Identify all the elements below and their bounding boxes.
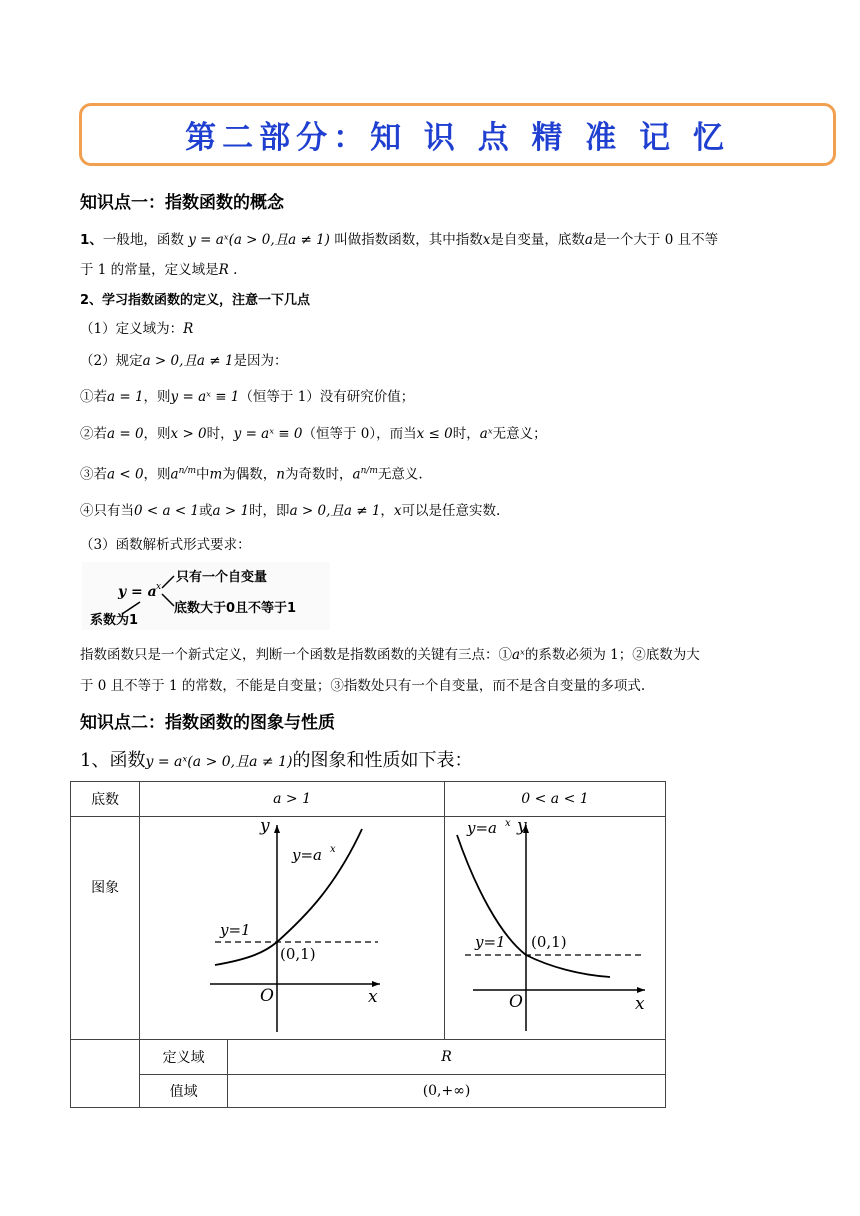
- svg-text:y=a: y=a: [466, 819, 497, 837]
- svg-text:O: O: [508, 992, 523, 1012]
- svg-text:x: x: [330, 844, 336, 855]
- header-a-greater-1: a > 1: [140, 782, 445, 817]
- svg-text:y: y: [516, 817, 527, 836]
- form-note-base: 底数大于0且不等于1: [174, 601, 297, 616]
- svg-text:O: O: [260, 986, 275, 1006]
- case-3: ③若a < 0，则$a^{n/m}$中m为偶数，n为奇数时，$a^{n/m}$无意义.: [80, 466, 423, 483]
- domain-label: 定义域: [140, 1040, 228, 1075]
- section-banner: [79, 103, 836, 166]
- form-note-coefficient: 系数为1: [90, 613, 139, 628]
- svg-text:x: x: [368, 987, 378, 1007]
- properties-label-cell: [71, 1040, 140, 1108]
- table-intro: 1、函数y = aˣ(a > 0,且a ≠ 1)的图象和性质如下表：: [80, 750, 473, 771]
- item-domain: （1）定义域为：R: [80, 321, 194, 337]
- paragraph-definition-line2: 于 1 的常量，定义域是R .: [80, 262, 238, 278]
- form-note-one-variable: 只有一个自变量: [176, 570, 268, 585]
- svg-text:y=1: y=1: [220, 921, 251, 939]
- svg-text:x: x: [504, 818, 511, 829]
- svg-text:(0,1): (0,1): [530, 933, 567, 951]
- graph-a-between-0-1-cell: [444, 817, 665, 1040]
- form-x-sup: x: [156, 582, 162, 592]
- form-y-eq: y = a: [118, 584, 157, 600]
- properties-table: [70, 781, 666, 1108]
- svg-text:(0,1): (0,1): [280, 945, 316, 963]
- summary-line1: 指数函数只是一个新式定义，判断一个函数是指数函数的关键有三点：①aˣ的系数必须为 1；②底数为大: [80, 647, 700, 663]
- row-label-graph: 图象: [71, 817, 140, 1040]
- range-label: 值域: [140, 1075, 228, 1108]
- svg-text:x: x: [634, 994, 645, 1014]
- header-a-between-0-1: 0 < a < 1: [444, 782, 665, 817]
- summary-line2: 于 0 且不等于 1 的常数，不能是自变量；③指数处只有一个自变量，而不是含自变量的多项式.: [80, 678, 646, 694]
- svg-text:y=1: y=1: [474, 933, 506, 951]
- banner-title: 第二部分：知 识 点 精 准 记 忆: [185, 120, 730, 156]
- header-base: 底数: [71, 782, 140, 817]
- case-4: ④只有当0 < a < 1或a > 1时，即a > 0,且a ≠ 1，x可以是任意实数.: [80, 503, 501, 519]
- graph-a-greater-1: [140, 817, 440, 1039]
- domain-value: R: [228, 1040, 666, 1075]
- case-1: ①若a = 1，则y = aˣ ≡ 1（恒等于 1）没有研究价值；: [80, 389, 415, 405]
- range-value: (0,+∞): [228, 1075, 666, 1108]
- paragraph-definition-line1: 1、一般地，函数 y = aˣ(a > 0,且a ≠ 1) 叫做指数函数，其中指数x是自变量，底数a是一个大于 0 且不等: [80, 232, 719, 248]
- heading-knowledge-point-2: 知识点二：指数函数的图象与性质: [80, 713, 335, 733]
- graph-a-greater-1-cell: [140, 817, 445, 1040]
- item-rule: （2）规定a > 0,且a ≠ 1是因为：: [80, 353, 288, 369]
- item-form-requirement: （3）函数解析式形式要求：: [80, 537, 251, 553]
- form-requirement-figure: [82, 562, 330, 630]
- svg-text:y: y: [260, 817, 270, 836]
- subheading-notes: 2、学习指数函数的定义，注意一下几点: [80, 293, 311, 308]
- heading-knowledge-point-1: 知识点一：指数函数的概念: [80, 193, 284, 213]
- graph-a-between-0-1: [445, 817, 665, 1039]
- svg-text:y=a: y=a: [292, 846, 323, 864]
- case-2: ②若a = 0，则x > 0时，y = aˣ ≡ 0（恒等于 0），而当x ≤ 0时，aˣ无意义；: [80, 426, 547, 442]
